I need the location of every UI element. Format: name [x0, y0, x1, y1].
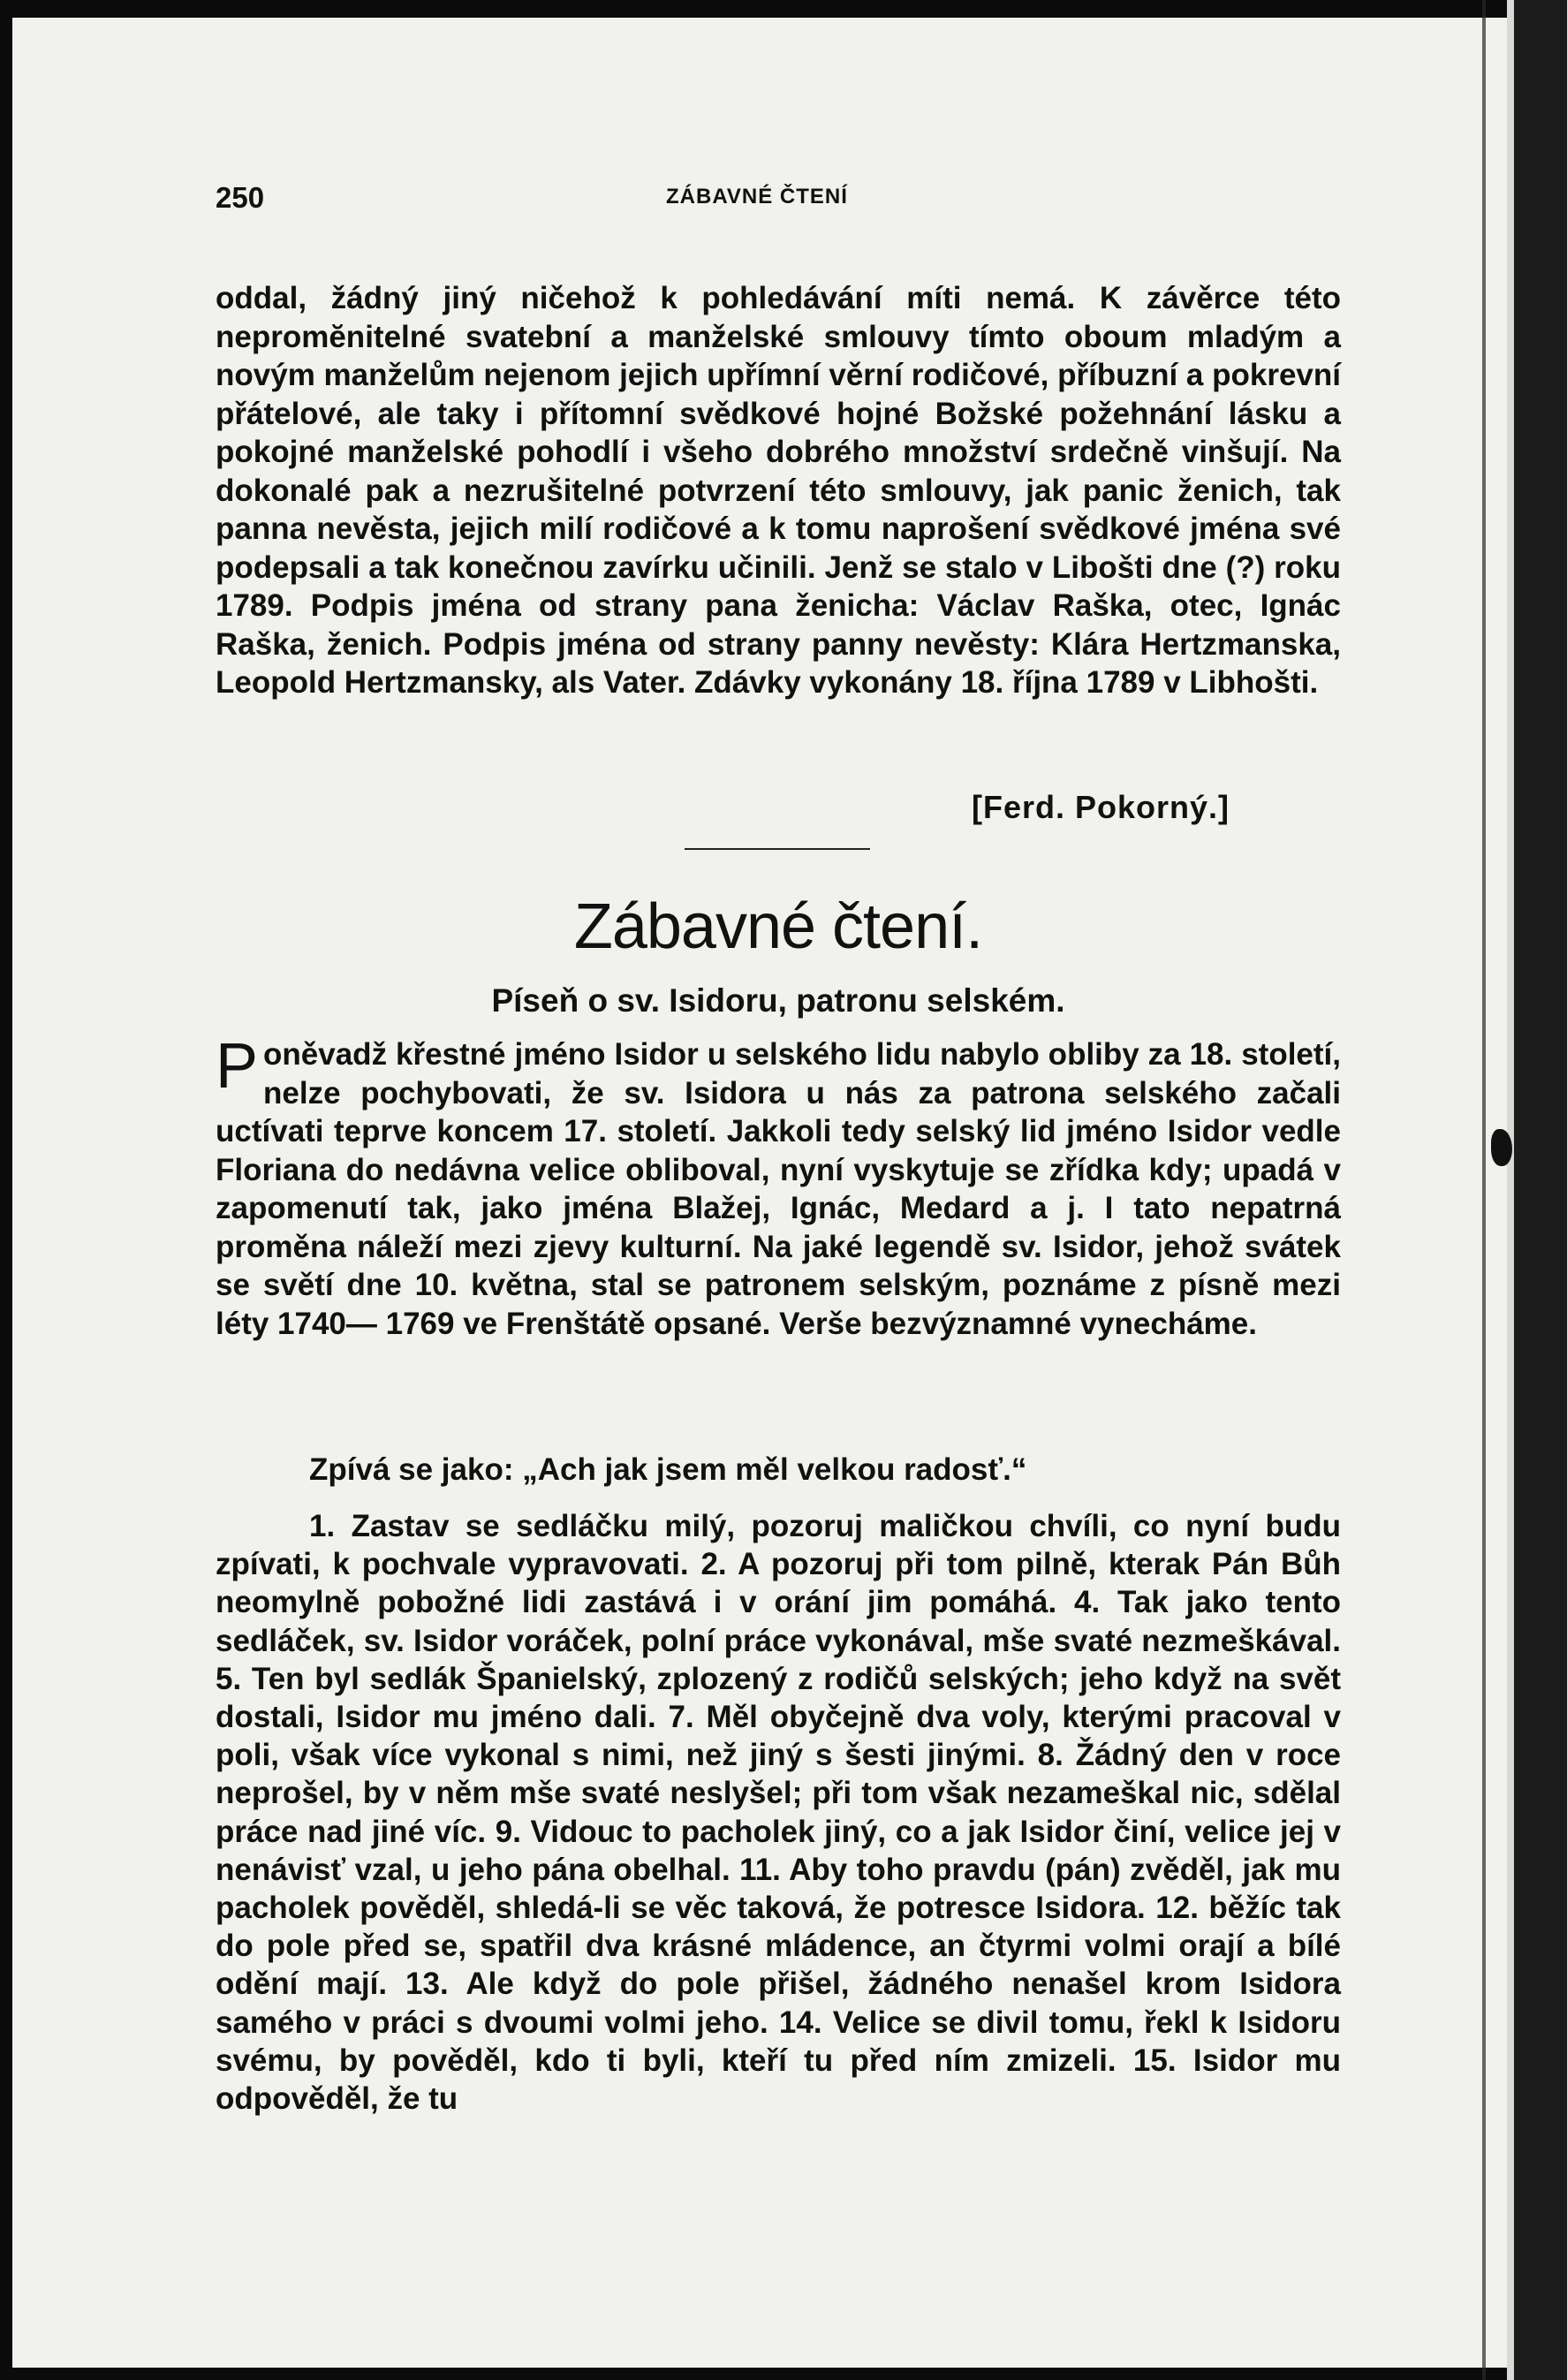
adjacent-page-edge [1507, 0, 1567, 2380]
running-title: ZÁBAVNÉ ČTENÍ [666, 185, 848, 208]
ink-blot-mark [1491, 1129, 1512, 1166]
paragraph-marriage-contract: oddal, žádný jiný ničehož k pohledávání míti nemá. K závěrce této nepromĕnitelné svatební a manželské smlouvy tímto oboum mladým a novým manželům nejenom jejich upřímní věrní rodičové, příbuzní a pokrevní přátelové, ale taky i přítomní svědkové hojné Božské požehnání lásku a pokojné manželské pohodlí i všeho dobrého množství srdečně vinšují. Na dokonalé pak a nezrušitelné potvrzení této smlouvy, jak panic ženich, tak panna nevěsta, jejich milí rodičové a k tomu naprošení svědkové jména své podepsali a tak konečnou zavírku učinili. Jenž se stalo v Libošti dne (?) roku 1789. Podpis jména od strany pana ženicha: Václav Raška, otec, Ignác Raška, ženich. Podpis jména od strany panny nevěsty: Klára Hertzmanska, Leopold Hertzmansky, als Vater. Zdávky vykonány 18. října 1789 v Libhošti. [216, 281, 1341, 700]
song-verses: 1. Zastav se sedláčku milý, pozoruj maličkou chvíli, co nyní budu zpívati, k pochvale vypravovati. 2. A pozoruj při tom pilně, kterak Pán Bůh neomylně pobožné lidi zastává i v orání jim pomáhá. 4. Tak jako tento sedláček, sv. Isidor voráček, polní práce vykonával, mše svaté nezmeškával. 5. Ten byl sedlák Španielský, zplozený z rodičů selských; jeho když na svět dostali, Isidor mu jméno dali. 7. Měl obyčejně dva voly, kterými pracoval v poli, však více vykonal s nimi, než jiný s šesti jinými. 8. Žádný den v roce neprošel, by v něm mše svaté neslyšel; při tom však nezameškal nic, sdělal práce nad jiné víc. 9. Vidouc to pacholek jiný, co a jak Isidor činí, velice jej v nenávisť vzal, u jeho pána obelhal. 11. Aby toho pravdu (pán) zvěděl, jak mu pacholek pověděl, shledá-li se věc taková, že potresce Isidora. 12. běžíc tak do pole před se, spatřil dva krásné mládence, an čtyrmi volmi orají a bílé odění mají. 13. Ale když do pole přišel, žádného nenašel krom Isidora samého v práci s dvoumi volmi jeho. 14. Velice se divil tomu, řekl k Isidoru svému, by pověděl, kdo ti byli, kteří tu před ním zmizeli. 15. Isidor mu odpověděl, že tu [216, 1509, 1341, 2117]
section-subtitle: Píseň o sv. Isidoru, patronu selském. [491, 982, 1065, 1019]
page-edge-strip [1507, 0, 1514, 2380]
section-title: Zábavné čtení. [573, 891, 983, 962]
drop-cap: P [216, 1031, 259, 1102]
author-signature: [Ferd. Pokorný.] [972, 789, 1230, 825]
section-divider [685, 848, 870, 850]
page-number: 250 [216, 181, 265, 214]
page-binding-shadow [1482, 0, 1486, 2380]
intro-text: oněvadž křestné jméno Isidor u selského lidu nabylo obliby za 18. století, nelze pochybovati, že sv. Isidora u nás za patrona selského začali uctívati teprve koncem 17. století. Jakkoli tedy selský lid jméno Isidor vedle Floriana do nedávna velice obliboval, nyní vyskytuje se zřídka kdy; upadá v zapomenutí tak, jako jména Blažej, Ignác, Medard a j. I tato nepatrná proměna náleží mezi zjevy kulturní. Na jaké legendě sv. Isidor, jehož svátek se světí dne 10. května, stal se patronem selským, poznáme z písně mezi léty 1740— 1769 ve Frenštátě opsané. Verše bezvýznamné vynecháme. [216, 1037, 1341, 1341]
intro-paragraph [216, 1031, 1341, 1343]
melody-note: Zpívá se jako: „Ach jak jsem měl velkou radosť.“ [309, 1452, 1027, 1487]
page-header [216, 181, 1355, 216]
